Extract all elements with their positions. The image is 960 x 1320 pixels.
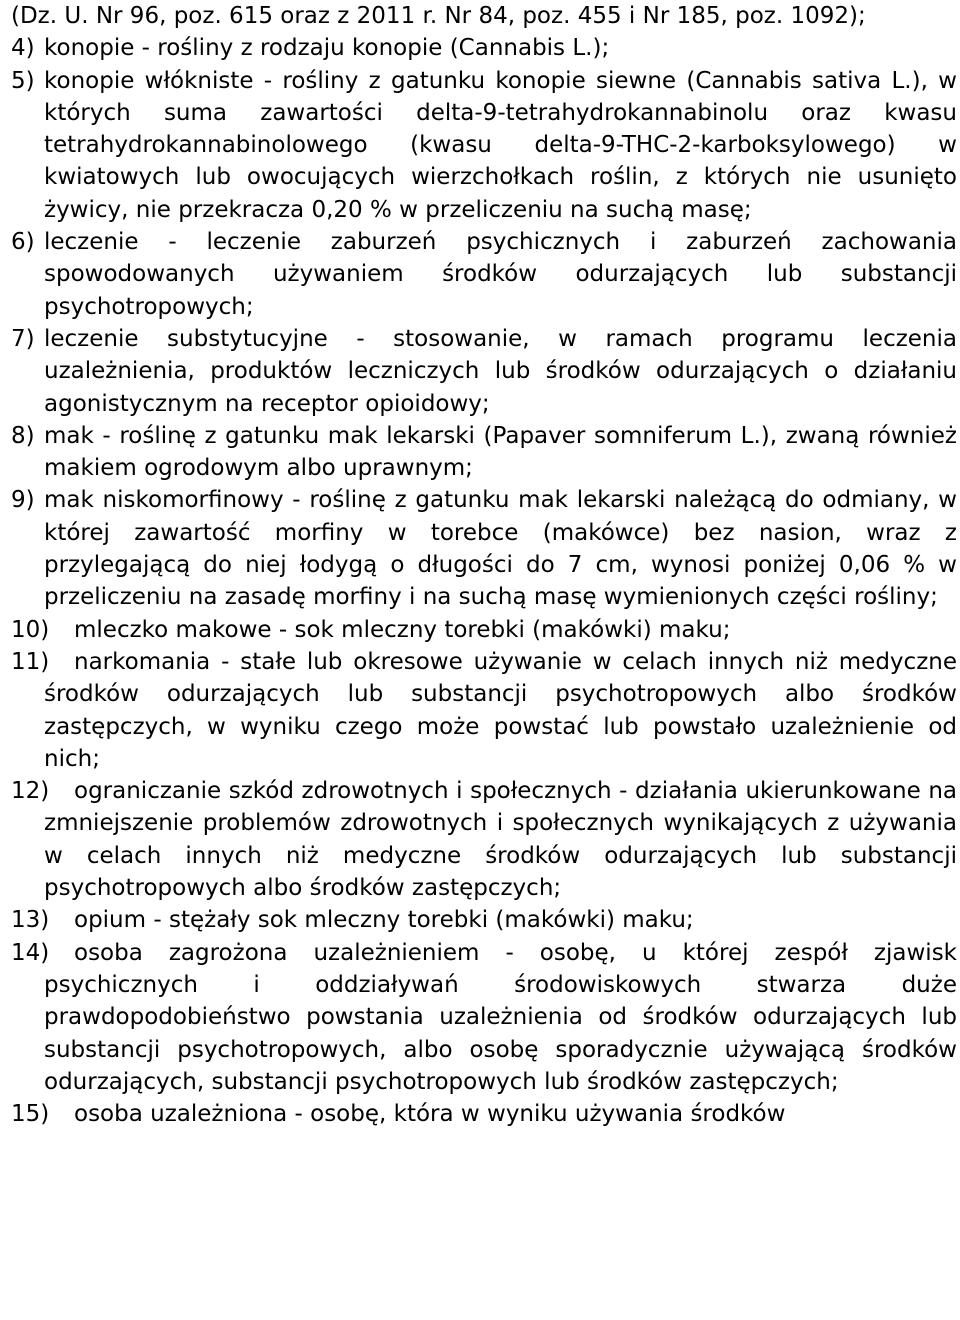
list-item-13 [11, 904, 957, 936]
item-number: 6) [11, 229, 35, 256]
list-item-7 [11, 323, 957, 420]
list-item-15 [11, 1098, 957, 1130]
list-item-10 [11, 614, 957, 646]
item-number: 12) [11, 778, 50, 805]
intro-paragraph: (Dz. U. Nr 96, poz. 615 oraz z 2011 r. Nr 84, poz. 455 i Nr 185, poz. 1092); [11, 3, 866, 29]
list-item-14 [11, 937, 957, 1098]
item-number: 4) [11, 35, 35, 62]
item-number: 10) [11, 616, 50, 643]
item-text: mak - roślinę z gatunku mak lekarski (Papaver somniferum L.), zwaną również makiem ogrodowym albo uprawnym; [44, 422, 957, 482]
item-text: narkomania - stałe lub okresowe używanie w celach innych niż medyczne środków odurzających lub substancji psychotropowych albo środków zastępczych, w wyniku czego może powstać lub powstało uzależnienie od nich; [44, 648, 957, 772]
item-text: opium - stężały sok mleczny torebki (makówki) maku; [74, 907, 694, 934]
item-text: konopie - rośliny z rodzaju konopie (Cannabis L.); [44, 35, 610, 62]
item-text: mak niskomorfinowy - roślinę z gatunku mak lekarski należącą do odmiany, w której zawartość morfiny w torebce (makówce) bez nasion, wraz z przylegającą do niej łodygą o długości do 7 cm, wynosi poniżej 0,06 % w przeliczeniu na zasadę morfiny i na suchą masę wymienionych części rośliny; [44, 487, 957, 611]
item-number: 11) [11, 648, 50, 675]
item-text: mleczko makowe - sok mleczny torebki (makówki) maku; [74, 616, 731, 643]
item-text: ograniczanie szkód zdrowotnych i społecznych - działania ukierunkowane na zmniejszenie problemów zdrowotnych i społecznych wynikających z używania w celach innych niż medyczne środków odurzających lub substancji psychotropowych albo środków zastępczych; [44, 778, 957, 902]
item-number: 14) [11, 939, 50, 966]
list-item-4 [11, 32, 957, 64]
item-number: 7) [11, 325, 35, 352]
list-item-12 [11, 775, 957, 904]
item-text: osoba uzależniona - osobę, która w wyniku używania środków [74, 1101, 786, 1128]
item-text: osoba zagrożona uzależnieniem - osobę, u której zespół zjawisk psychicznych i oddziaływań środowiskowych stwarza duże prawdopodobieństwo powstania uzależnienia od środków odurzających lub substancji psychotropowych, albo osobę sporadycznie używającą środków odurzających, substancji psychotropowych lub środków zastępczych; [44, 939, 957, 1095]
item-number: 13) [11, 907, 50, 934]
item-text: konopie włókniste - rośliny z gatunku konopie siewne (Cannabis sativa L.), w których suma zawartości delta-9-tetrahydrokannabinolu oraz kwasu tetrahydrokannabinolowego (kwasu delta-9-THC-2-karboksylowego) w kwiatowych lub owocujących wierzchołkach roślin, z których nie usunięto żywicy, nie przekracza 0,20 % w przeliczeniu na suchą masę; [44, 67, 957, 223]
list-item-6 [11, 226, 957, 323]
list-item-11 [11, 646, 957, 775]
item-text: leczenie substytucyjne - stosowanie, w ramach programu leczenia uzależnienia, produktów leczniczych lub środków odurzających o działaniu agonistycznym na receptor opioidowy; [44, 325, 957, 417]
list-item-9 [11, 484, 957, 613]
item-number: 5) [11, 67, 35, 94]
list-item-8 [11, 420, 957, 485]
item-number: 8) [11, 422, 35, 449]
item-number: 9) [11, 487, 35, 514]
document-page [11, 0, 957, 1130]
item-number: 15) [11, 1101, 50, 1128]
item-text: leczenie - leczenie zaburzeń psychicznych i zaburzeń zachowania spowodowanych używaniem środków odurzających lub substancji psychotropowych; [44, 229, 957, 320]
list-item-5 [11, 65, 957, 226]
